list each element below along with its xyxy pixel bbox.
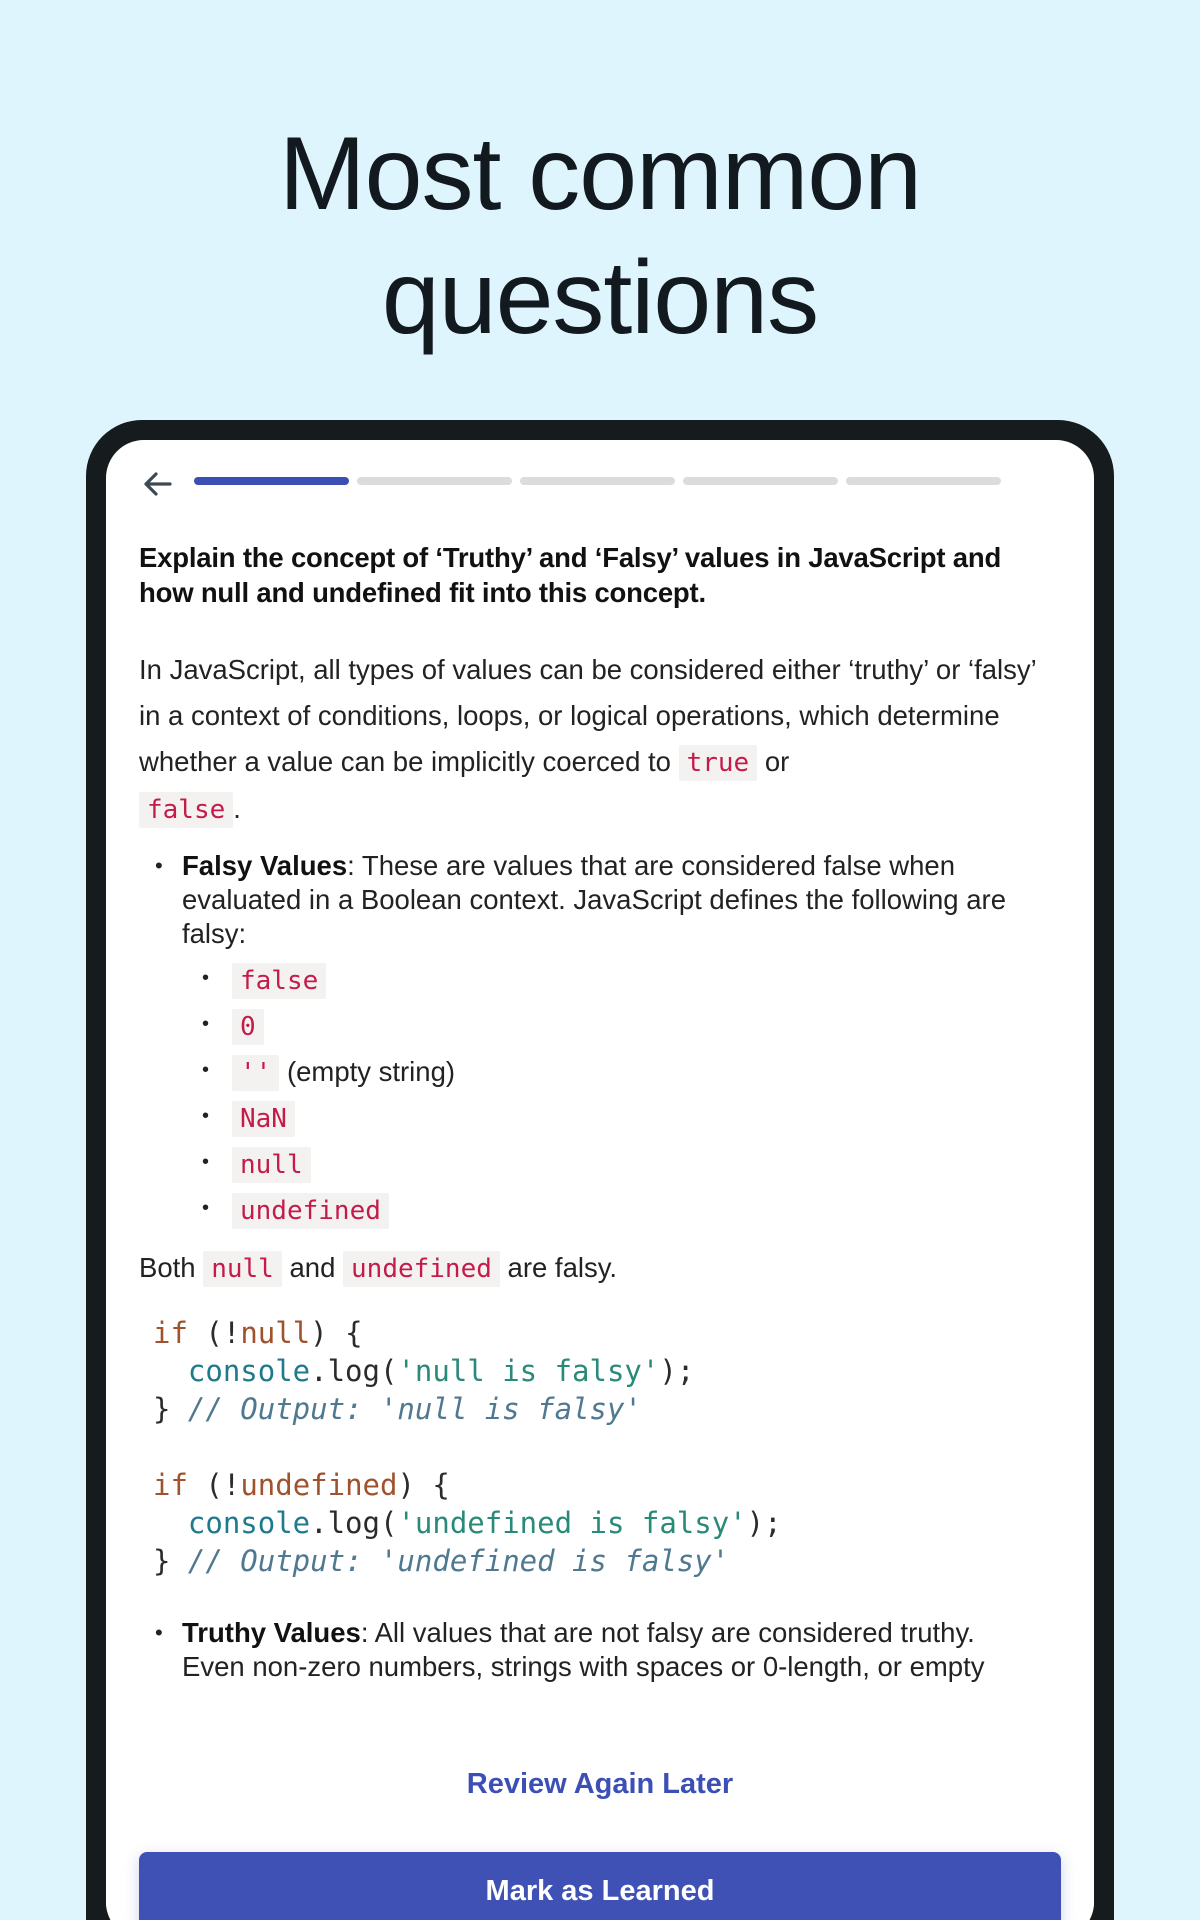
falsy-label: Falsy Values [182,850,348,881]
both-text: are falsy. [499,1252,618,1283]
inline-code: false [139,792,233,828]
inline-code: '' [232,1055,279,1091]
progress-bar [194,477,1001,485]
mark-as-learned-button[interactable]: Mark as Learned [139,1852,1061,1920]
code-block [153,1314,1039,1580]
page-title [0,112,1200,360]
code-object: console [187,1354,311,1388]
intro-paragraph [139,647,1039,833]
code-token: (! [187,1316,241,1350]
both-falsy-paragraph [139,1245,1039,1292]
list-item [182,1616,1039,1684]
progress-segment [846,477,1001,485]
falsy-values-list [182,957,1039,1233]
inline-code: null [203,1251,282,1287]
list-item [232,1049,1039,1095]
page-title-line-2: questions [381,240,819,356]
inline-code: false [232,963,326,999]
top-bar [106,440,1094,520]
falsy-description: : These are values that are considered false when evaluated in a Boolean context. JavaScript defines the following are falsy: [182,850,1006,949]
code-token: } [153,1544,188,1578]
list-item [182,849,1039,1233]
review-again-later-button[interactable]: Review Again Later [466,1768,734,1800]
truthy-list [139,1616,1039,1684]
code-token: } [153,1392,188,1426]
code-string: 'undefined is falsy' [397,1506,747,1540]
item-note: (empty string) [286,1056,456,1087]
truthy-description: : All values that are not falsy are considered truthy. Even non-zero numbers, strings with spaces or 0-length, or empty [182,1617,985,1682]
inline-code: null [232,1147,311,1183]
code-comment: // Output: 'null is falsy' [187,1392,642,1426]
progress-segment [683,477,838,485]
inline-code: true [679,745,758,781]
page-title-line-1: Most common [278,116,922,232]
intro-text: . [233,793,241,824]
arrow-left-icon [136,462,180,506]
intro-text: In JavaScript, all types of values can be considered either ‘truthy’ or ‘falsy’ in a context of conditions, loops, or logical operations, which determine whether a value can be implicitly coerced to [139,654,1036,777]
progress-segment [194,477,349,485]
code-token: .log( [310,1506,398,1540]
list-item [232,1141,1039,1187]
code-token: ); [659,1354,695,1388]
code-keyword: if [153,1468,188,1502]
both-text: Both [139,1252,204,1283]
code-token: ) { [397,1468,450,1502]
progress-segment [520,477,675,485]
intro-text: or [757,746,790,777]
code-object: console [187,1506,311,1540]
code-token: ); [746,1506,782,1540]
inline-code: undefined [232,1193,389,1229]
list-item [232,1095,1039,1141]
inline-code: 0 [232,1009,264,1045]
question-text: Explain the concept of ‘Truthy’ and ‘Falsy’ values in JavaScript and how null and undefined fit into this concept. [139,542,1002,608]
falsy-list [139,849,1039,1233]
code-value: undefined [240,1468,398,1502]
code-token: ) { [310,1316,363,1350]
truthy-label: Truthy Values [182,1617,361,1648]
code-string: 'null is falsy' [397,1354,660,1388]
both-text: and [281,1252,344,1283]
answer-content [139,540,1039,1684]
code-token: (! [187,1468,241,1502]
inline-code: NaN [232,1101,295,1137]
list-item [232,1187,1039,1233]
code-token: .log( [310,1354,398,1388]
code-keyword: if [153,1316,188,1350]
back-button[interactable] [136,462,180,506]
code-comment: // Output: 'undefined is falsy' [187,1544,730,1578]
app-screen [106,440,1094,1920]
code-value: null [240,1316,311,1350]
progress-segment [357,477,512,485]
list-item [232,957,1039,1003]
inline-code: undefined [343,1251,500,1287]
action-footer [106,1756,1094,1920]
list-item [232,1003,1039,1049]
